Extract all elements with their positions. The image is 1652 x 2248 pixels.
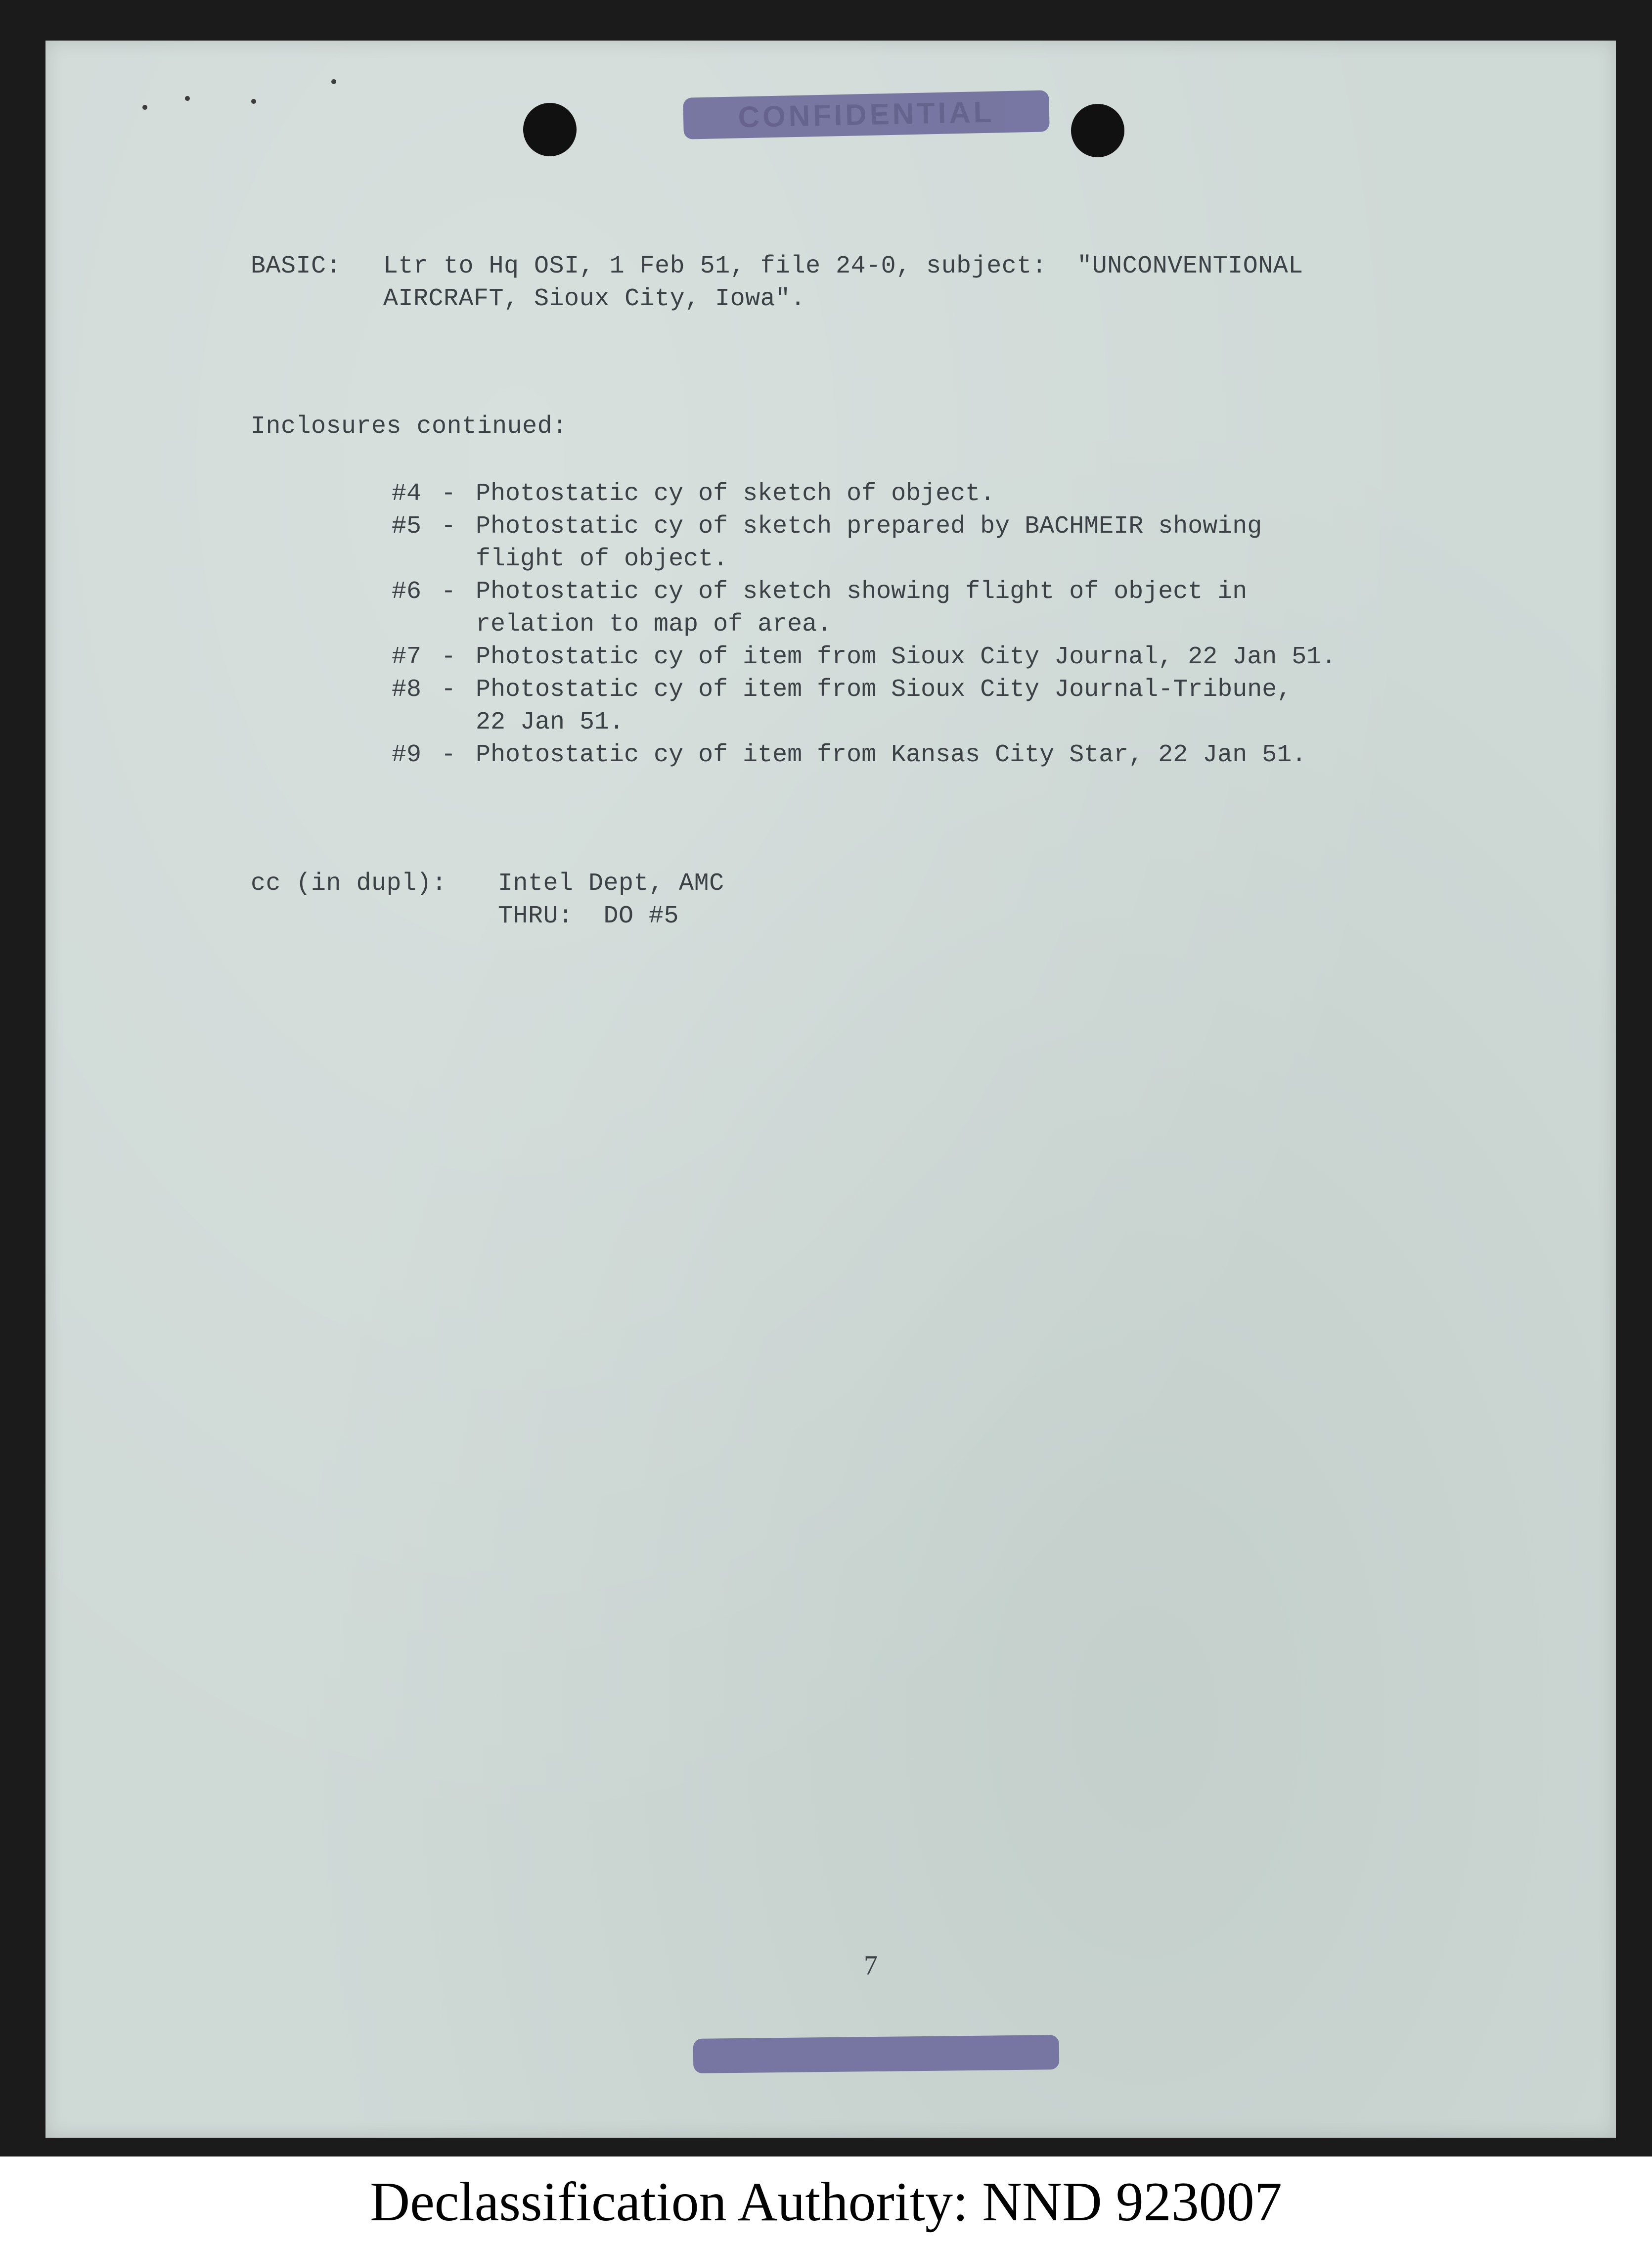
inclosure-number: #9: [392, 741, 422, 769]
punch-hole-right: [1071, 104, 1124, 157]
inclosure-text: Photostatic cy of sketch prepared by BACHMEIR showing: [476, 512, 1262, 541]
basic-line-2: AIRCRAFT, Sioux City, Iowa".: [383, 285, 806, 313]
inclosure-text: Photostatic cy of item from Sioux City Journal, 22 Jan 51.: [476, 643, 1337, 671]
inclosure-dash: -: [441, 578, 456, 606]
inclosure-text: Photostatic cy of sketch showing flight of object in: [476, 578, 1248, 606]
inclosure-dash: -: [441, 676, 456, 704]
confidential-stamp-top: CONFIDENTIAL: [683, 90, 1050, 139]
inclosure-number: #6: [392, 578, 422, 606]
inclosure-text-continued: flight of object.: [476, 545, 728, 573]
punch-hole-left: [523, 103, 577, 156]
page-number: 7: [864, 1950, 878, 1981]
inclosure-number: #8: [392, 676, 422, 704]
inclosure-number: #5: [392, 512, 422, 541]
inclosure-text: Photostatic cy of sketch of object.: [476, 480, 995, 508]
inclosures-heading: Inclosures continued:: [251, 413, 568, 441]
inclosure-number: #4: [392, 480, 422, 508]
document-page: [45, 41, 1616, 2138]
inclosure-dash: -: [441, 480, 456, 508]
inclosure-text-continued: relation to map of area.: [476, 610, 832, 639]
cc-line-1: Intel Dept, AMC: [498, 870, 724, 898]
inclosure-text: Photostatic cy of item from Sioux City Journal-Tribune,: [476, 676, 1292, 704]
inclosure-text: Photostatic cy of item from Kansas City Star, 22 Jan 51.: [476, 741, 1307, 769]
inclosure-dash: -: [441, 512, 456, 541]
inclosure-dash: -: [441, 741, 456, 769]
cc-label: cc (in dupl):: [251, 870, 447, 898]
inclosure-number: #7: [392, 643, 422, 671]
inclosure-text-continued: 22 Jan 51.: [476, 708, 625, 736]
basic-line-1: Ltr to Hq OSI, 1 Feb 51, file 24-0, subject: "UNCONVENTIONAL: [383, 252, 1303, 280]
declassification-caption: Declassification Authority: NND 923007: [0, 2156, 1652, 2248]
confidential-stamp-bottom: [693, 2035, 1060, 2073]
basic-label: BASIC:: [251, 252, 342, 280]
cc-line-2: THRU: DO #5: [498, 902, 679, 930]
inclosure-dash: -: [441, 643, 456, 671]
